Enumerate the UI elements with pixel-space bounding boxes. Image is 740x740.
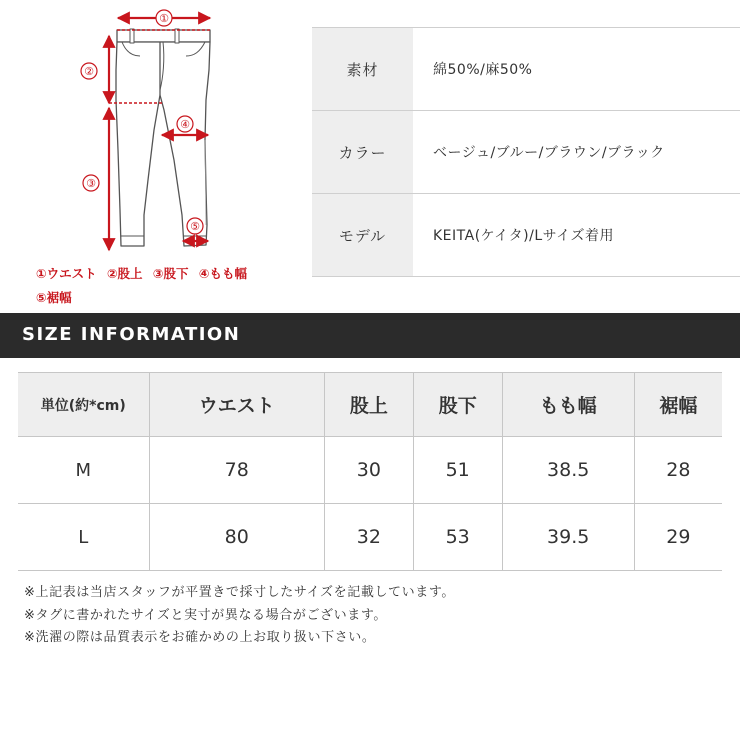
rise-value: 30 [324,437,413,504]
inseam-value: 53 [413,504,502,571]
table-row [18,437,722,504]
header-rise: 股上 [324,373,413,437]
table-row [18,504,722,571]
note-item: ※洗濯の際は品質表示をお確かめの上お取り扱い下さい。 [24,630,376,645]
waist-label: ① [159,12,169,25]
waist-value: 80 [149,504,324,571]
measurement-legend [36,262,296,310]
size-table [18,372,722,571]
thigh-value: 39.5 [502,504,634,571]
legend-inseam: ③股下 [152,266,189,281]
pants-illustration [116,29,210,246]
spec-key-model: モデル [312,194,413,277]
spec-key-material: 素材 [312,28,413,111]
product-spec-table [312,27,740,277]
spec-value-model: KEITA(ケイタ)/Lサイズ着用 [413,194,740,277]
hem-label: ⑤ [190,220,200,233]
size-information-banner [0,313,740,358]
banner-title: SIZE INFORMATION [22,324,241,345]
header-inseam: 股下 [413,373,502,437]
legend-rise: ②股上 [106,266,143,281]
rise-label: ② [84,65,94,78]
inseam-value: 51 [413,437,502,504]
spec-row-model [312,194,740,277]
size-label: L [18,504,149,571]
note-item: ※タグに書かれたサイズと実寸が異なる場合がございます。 [24,607,388,623]
size-table-header-row [18,373,722,437]
spec-row-color [312,111,740,194]
rise-value: 32 [324,504,413,571]
header-hem: 裾幅 [634,373,722,437]
note-item: ※上記表は当店スタッフが平置きで採寸したサイズを記載しています。 [24,585,456,600]
inseam-label: ③ [86,177,96,190]
spec-value-color: ベージュ/ブルー/ブラウン/ブラック [413,111,740,194]
header-unit: 単位(約*cm) [18,373,149,437]
hem-value: 29 [634,504,722,571]
legend-waist: ①ウエスト [36,266,97,281]
spec-key-color: カラー [312,111,413,194]
thigh-value: 38.5 [502,437,634,504]
header-waist: ウエスト [149,373,324,437]
header-thigh: もも幅 [502,373,634,437]
legend-thigh: ④もも幅 [198,266,247,281]
spec-value-material: 綿50%/麻50% [413,28,740,111]
spec-row-material [312,28,740,111]
legend-hem: ⑤裾幅 [36,290,72,305]
waist-value: 78 [149,437,324,504]
thigh-label: ④ [180,118,190,131]
size-label: M [18,437,149,504]
hem-value: 28 [634,437,722,504]
size-notes [24,582,455,650]
